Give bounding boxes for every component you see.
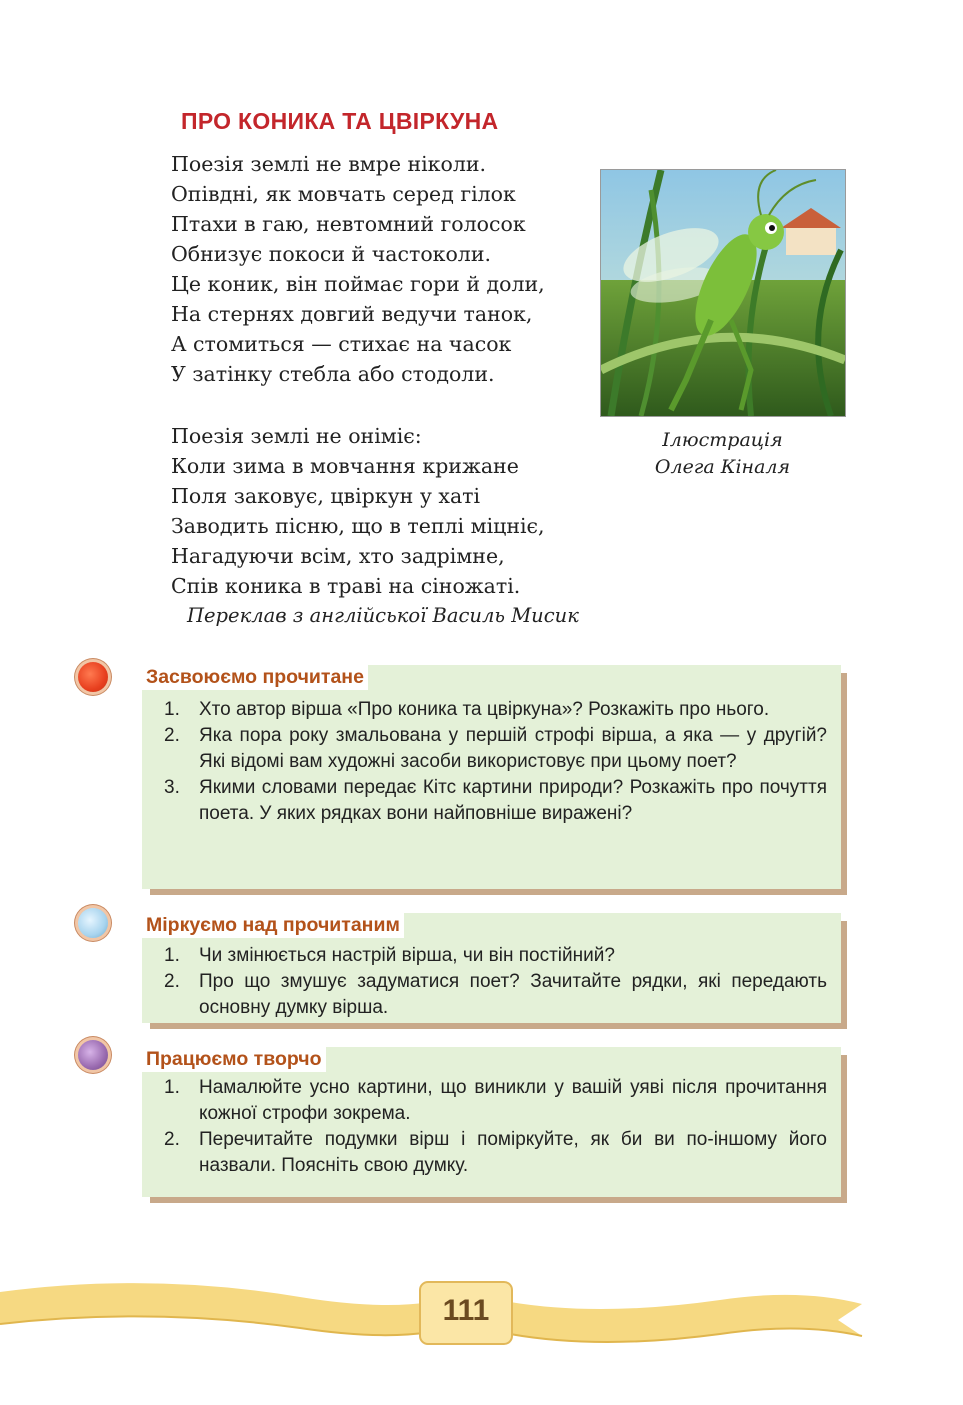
poem-line: Поезія землі не оніміє: <box>171 424 422 448</box>
question-list <box>142 1075 827 1179</box>
list-item: 1. Намалюйте усно картини, що виникли у вашій уяві після прочитання кожної строфи зокрема. <box>164 1077 827 1124</box>
question-list <box>142 697 827 827</box>
poem-stanza-1 <box>171 149 545 389</box>
page-number: 111 <box>442 1294 490 1327</box>
poem-stanza-2 <box>171 421 545 601</box>
poem-line: Птахи в гаю, невтомний голосок <box>171 212 526 236</box>
list-item: 2. Про що змушує задуматися поет? Зачитайте рядки, які передають основну думку вірша. <box>164 971 827 1018</box>
poem-line: Заводить пісню, що в теплі міцніє, <box>171 514 545 538</box>
grasshopper-illustration <box>600 169 846 417</box>
list-item: 1. Чи змінюється настрій вірша, чи він постійний? <box>164 945 615 966</box>
poem-line: Поезія землі не вмре ніколи. <box>171 152 487 176</box>
section-bullet-icon <box>78 1040 108 1070</box>
caption-line: Олега Кіналя <box>654 456 791 478</box>
caption-line: Ілюстрація <box>662 429 783 451</box>
list-item: 3. Якими словами передає Кітс картини природи? Розкажіть про почуття поета. У яких рядках вони найповніше виражені? <box>164 777 827 824</box>
poem-line: Обнизує покоси й частоколи. <box>171 242 492 266</box>
section-bullet-icon <box>78 908 108 938</box>
poem-line: Це коник, він поймає гори й доли, <box>171 272 545 296</box>
list-item: 2. Яка пора року змальована у першій строфі вірша, а яка — у другій? Які відомі вам художні засоби використовує при цьому поет? <box>164 725 827 772</box>
list-item: 1. Хто автор вірша «Про коника та цвіркуна»? Розкажіть про нього. <box>164 699 770 720</box>
poem-line: На стернях довгий ведучи танок, <box>171 302 533 326</box>
question-list <box>142 943 827 1021</box>
poem-title: ПРО КОНИКА ТА ЦВІРКУНА <box>181 108 499 134</box>
section-heading: Засвоюємо прочитане <box>142 665 368 690</box>
poem-line: Коли зима в мовчання крижане <box>171 454 519 478</box>
poem-line: У затінку стебла або стодоли. <box>171 362 495 386</box>
section-reflect <box>142 913 841 1023</box>
poem-line: Спів коника в траві на сіножаті. <box>171 574 521 598</box>
section-heading: Працюємо творчо <box>142 1047 326 1072</box>
poem-line: Нагадуючи всім, хто задрімне, <box>171 544 505 568</box>
poem-line: Поля заковує, цвіркун у хаті <box>171 484 481 508</box>
section-bullet-icon <box>78 662 108 692</box>
section-heading: Міркуємо над прочитаним <box>142 913 404 938</box>
list-item: 2. Перечитайте подумки вірш і поміркуйте, як би ви по-іншому його назвали. Поясніть свою думку. <box>164 1129 827 1176</box>
translator-credit: Переклав з англійської Василь Мисик <box>187 604 579 627</box>
poem-line: А стомиться — стихає на часок <box>171 332 512 356</box>
section-assimilate <box>142 665 841 889</box>
illustration-caption <box>620 427 825 481</box>
poem-line: Опівдні, як мовчать серед гілок <box>171 182 516 206</box>
section-creative <box>142 1047 841 1197</box>
